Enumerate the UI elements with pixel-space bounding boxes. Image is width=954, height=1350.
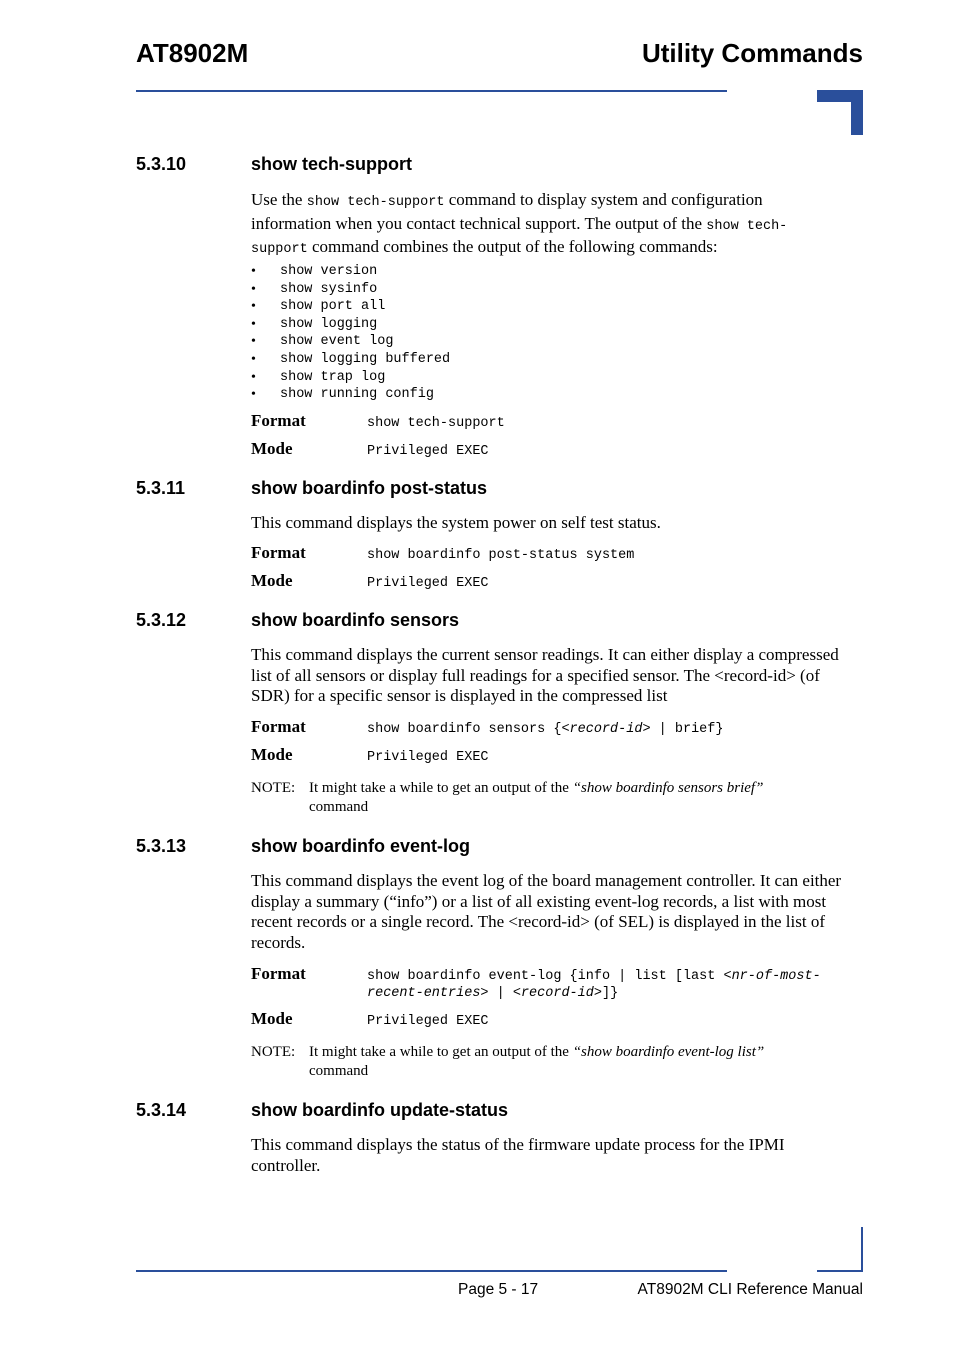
note-tag: NOTE: (251, 1044, 296, 1060)
format-value: show boardinfo sensors {<record-id> | brief} (367, 722, 724, 737)
section-intro-paragraph: Use the show tech-support command to display system and configuration information when you contact technical support. The output of the show tech- support command combines the output of the following commands: (251, 190, 788, 258)
command-list (251, 263, 450, 404)
list-item: • show version (251, 264, 378, 279)
header-corner-mark (817, 90, 863, 135)
section-paragraph: This command displays the status of the firmware update process for the IPMI controller. (251, 1135, 785, 1175)
mode-value: Privileged EXEC (367, 1014, 489, 1029)
section-title: show boardinfo sensors (251, 610, 460, 630)
format-label: Format (251, 964, 306, 983)
section-number: 5.3.10 (136, 154, 187, 174)
section-title: show boardinfo event-log (251, 836, 470, 856)
header-rule (136, 90, 727, 92)
section-number: 5.3.12 (136, 610, 187, 630)
mode-value: Privileged EXEC (367, 750, 489, 765)
note: NOTE: It might take a while to get an output of the “show boardinfo sensors brief” command (251, 780, 764, 815)
section-number: 5.3.14 (136, 1100, 187, 1120)
note: NOTE: It might take a while to get an output of the “show boardinfo event-log list” command (251, 1044, 765, 1079)
header-chapter-title: Utility Commands (641, 38, 863, 68)
format-label: Format (251, 411, 306, 430)
footer-rule (136, 1270, 727, 1272)
footer-corner-mark (817, 1227, 863, 1272)
mode-value: Privileged EXEC (367, 444, 489, 459)
header-document-title: AT8902M (136, 38, 249, 68)
list-item: • show port all (251, 299, 386, 315)
section-number: 5.3.11 (136, 478, 186, 498)
mode-label: Mode (251, 571, 293, 590)
section-title: show boardinfo post-status (251, 478, 487, 498)
footer-manual-title: AT8902M CLI Reference Manual (637, 1281, 863, 1298)
mode-value: Privileged EXEC (367, 576, 489, 591)
list-item: • show sysinfo (251, 281, 378, 297)
list-item: • show running config (251, 387, 434, 403)
format-value: show tech-support (367, 416, 505, 431)
format-label: Format (251, 717, 306, 736)
section-number: 5.3.13 (136, 836, 187, 856)
format-value: show boardinfo post-status system (367, 548, 635, 563)
format-value: show boardinfo event-log {info | list [last <nr-of-most- recent-entries> | <record-id>]} (367, 969, 821, 1001)
format-label: Format (251, 543, 306, 562)
note-tag: NOTE: (251, 780, 296, 796)
footer-page-number: Page 5 - 17 (458, 1281, 539, 1298)
list-item: • show trap log (251, 369, 386, 385)
section-title: show boardinfo update-status (251, 1100, 509, 1120)
list-item: • show logging buffered (251, 351, 451, 367)
section-paragraph: This command displays the current sensor readings. It can either display a compressed list of all sensors or display full readings for a specified sensor. The <record-id> (of SDR) for a specific sensor is displayed in the compressed list (251, 645, 839, 706)
section-title: show tech-support (251, 154, 412, 174)
mode-label: Mode (251, 745, 293, 764)
mode-label: Mode (251, 1009, 293, 1028)
mode-label: Mode (251, 439, 293, 458)
section-paragraph: This command displays the system power on self test status. (251, 513, 661, 532)
section-paragraph: This command displays the event log of the board management controller. It can either display a summary (“info”) or a list of all existing event-log records, a list with most recent records or a single record. The <record-id> (of SEL) is displayed in the list of records. (251, 871, 842, 953)
list-item: • show event log (251, 334, 394, 350)
list-item: • show logging (251, 316, 378, 332)
